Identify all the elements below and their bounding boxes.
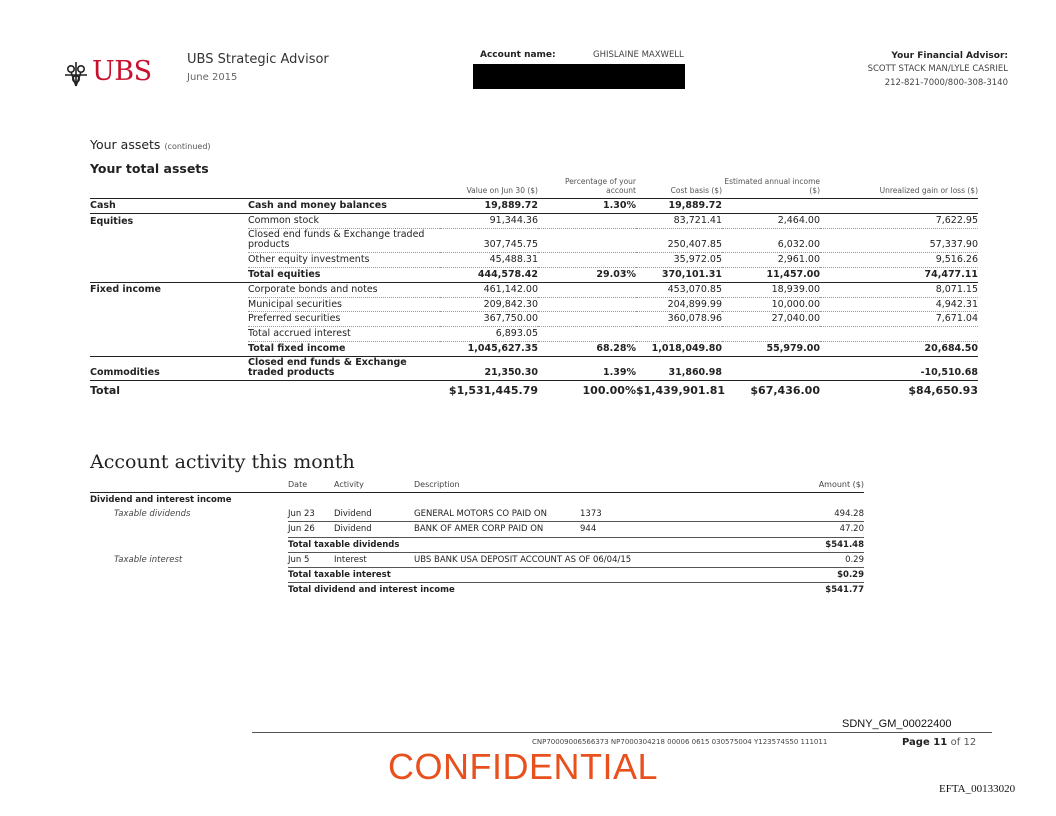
asset-pct	[538, 252, 636, 267]
asset-pct	[538, 312, 636, 327]
asset-value: 6,893.05	[440, 327, 538, 342]
efta-number: EFTA_00133020	[939, 783, 1016, 795]
asset-label: Preferred securities	[248, 312, 440, 327]
asset-value: 21,350.30	[440, 357, 538, 381]
asset-income: 18,939.00	[722, 282, 820, 297]
total-blank	[248, 380, 440, 398]
asset-cost: 31,860.98	[636, 357, 722, 381]
asset-group	[90, 297, 248, 312]
asset-income: 10,000.00	[722, 297, 820, 312]
activity-type: Interest	[334, 552, 414, 567]
assets-title-note: (continued)	[164, 142, 211, 151]
total-assets-table	[90, 178, 978, 399]
activity-description: BANK OF AMER CORP PAID ON	[414, 522, 580, 537]
table-row	[90, 282, 978, 297]
asset-label: Total equities	[248, 267, 440, 282]
grand-total-row	[90, 583, 864, 598]
footer-divider	[252, 732, 992, 733]
asset-group	[90, 312, 248, 327]
activity-section-row	[90, 493, 864, 508]
table-row	[90, 267, 978, 282]
activity-title: Account activity this month	[90, 451, 355, 473]
asset-gain: 8,071.15	[820, 282, 978, 297]
asset-group: Equities	[90, 215, 134, 227]
activity-type: Dividend	[334, 507, 414, 522]
advisor-label: Your Financial Advisor:	[891, 51, 1008, 61]
document-code: CNP70009006566373 NP7000304218 00006 0615 030575004 Y123574S50 111011	[532, 738, 828, 746]
taxable-interest-label: Taxable interest	[114, 554, 183, 565]
asset-gain: 7,671.04	[820, 312, 978, 327]
col-est-income: Estimated annual income ($)	[722, 178, 820, 199]
total-pct: 100.00%	[582, 383, 636, 397]
asset-label: Municipal securities	[248, 297, 440, 312]
activity-quantity: 944	[580, 522, 670, 537]
asset-income: 55,979.00	[722, 342, 820, 357]
total-gain: $84,650.93	[908, 383, 978, 397]
table-row	[90, 342, 978, 357]
asset-value: 307,745.75	[440, 229, 538, 253]
asset-cost: 19,889.72	[636, 199, 722, 214]
page-label: Page 11	[902, 737, 948, 748]
asset-group	[90, 267, 248, 282]
assets-header-blank	[90, 178, 248, 199]
asset-label: Cash and money balances	[248, 199, 440, 214]
activity-date: Jun 5	[288, 552, 334, 567]
asset-gain	[820, 199, 978, 214]
asset-cost: 360,078.96	[636, 312, 722, 327]
asset-value: 45,488.31	[440, 252, 538, 267]
asset-pct	[538, 282, 636, 297]
account-name-label: Account name:	[480, 50, 556, 60]
asset-income: 27,040.00	[722, 312, 820, 327]
col-date: Date	[288, 480, 334, 493]
statement-date: June 2015	[187, 72, 238, 83]
asset-label: Closed end funds & Exchange traded products	[248, 357, 440, 381]
assets-section-title	[90, 137, 211, 152]
confidential-stamp: CONFIDENTIAL	[388, 746, 659, 787]
asset-income: 11,457.00	[722, 267, 820, 282]
asset-label: Corporate bonds and notes	[248, 282, 440, 297]
col-percentage: Percentage of your account	[538, 178, 636, 199]
asset-cost: 204,899.99	[636, 297, 722, 312]
col-amount: Amount ($)	[670, 480, 864, 493]
total-income: $67,436.00	[750, 383, 820, 397]
col-value: Value on Jun 30 ($)	[440, 178, 538, 199]
asset-income: 2,464.00	[722, 214, 820, 229]
total-value: $1,531,445.79	[448, 383, 538, 397]
activity-type: Dividend	[334, 522, 414, 537]
asset-group	[90, 229, 248, 253]
asset-gain: 57,337.90	[820, 229, 978, 253]
asset-value: 461,142.00	[440, 282, 538, 297]
redaction-bar	[473, 64, 685, 89]
activity-blank	[90, 567, 288, 582]
activity-description: UBS BANK USA DEPOSIT ACCOUNT AS OF 06/04/15	[414, 552, 670, 567]
activity-amount: 47.20	[670, 522, 864, 537]
table-row	[90, 507, 864, 522]
page-number	[902, 737, 976, 748]
ubs-logo	[62, 58, 162, 90]
asset-gain: -10,510.68	[820, 357, 978, 381]
activity-amount: 0.29	[670, 552, 864, 567]
col-description: Description	[414, 480, 580, 493]
activity-section-label: Dividend and interest income	[90, 495, 232, 505]
asset-cost: 370,101.31	[636, 267, 722, 282]
asset-gain: 74,477.11	[820, 267, 978, 282]
total-interest-row	[90, 567, 864, 582]
asset-gain: 9,516.26	[820, 252, 978, 267]
asset-pct: 29.03%	[538, 267, 636, 282]
activity-description: GENERAL MOTORS CO PAID ON	[414, 507, 580, 522]
activity-blank	[90, 522, 288, 537]
assets-header-blank	[248, 178, 440, 199]
asset-income	[722, 357, 820, 381]
total-dividends-label: Total taxable dividends	[288, 537, 670, 552]
asset-income: 6,032.00	[722, 229, 820, 253]
total-dividends-amount: $541.48	[670, 537, 864, 552]
activity-blank	[90, 583, 288, 598]
asset-cost: 35,972.05	[636, 252, 722, 267]
asset-gain: 7,622.95	[820, 214, 978, 229]
advisor-phone: 212-821-7000/800-308-3140	[884, 78, 1008, 88]
activity-header-blank	[90, 480, 288, 493]
total-interest-amount: $0.29	[670, 567, 864, 582]
activity-header-row	[90, 480, 864, 493]
asset-pct	[538, 297, 636, 312]
asset-pct	[538, 229, 636, 253]
asset-cost	[636, 327, 722, 342]
asset-value: 1,045,627.35	[440, 342, 538, 357]
product-title: UBS Strategic Advisor	[187, 52, 329, 67]
page-of: of 12	[950, 737, 977, 748]
activity-header-blank	[580, 480, 670, 493]
taxable-dividends-label: Taxable dividends	[114, 509, 191, 520]
asset-group: Commodities	[90, 357, 248, 381]
asset-cost: 250,407.85	[636, 229, 722, 253]
table-row	[90, 552, 864, 567]
total-cost: $1,439,901.81	[636, 383, 726, 397]
asset-label: Other equity investments	[248, 252, 440, 267]
asset-pct: 1.30%	[538, 199, 636, 214]
asset-income: 2,961.00	[722, 252, 820, 267]
account-name: GHISLAINE MAXWELL	[593, 50, 684, 60]
asset-pct	[538, 214, 636, 229]
table-row	[90, 229, 978, 253]
grand-total-label: Total dividend and interest income	[288, 585, 455, 596]
table-row	[90, 214, 978, 229]
asset-gain: 4,942.31	[820, 297, 978, 312]
col-cost-basis: Cost basis ($)	[636, 178, 722, 199]
total-interest-label: Total taxable interest	[288, 567, 670, 582]
table-row	[90, 357, 978, 381]
asset-label: Common stock	[248, 214, 440, 229]
asset-value: 19,889.72	[440, 199, 538, 214]
grand-total-amount: $541.77	[825, 585, 864, 596]
asset-value: 91,344.36	[440, 214, 538, 229]
table-row	[90, 522, 864, 537]
col-unrealized: Unrealized gain or loss ($)	[820, 178, 978, 199]
total-assets-title: Your total assets	[90, 161, 209, 176]
asset-gain: 20,684.50	[820, 342, 978, 357]
asset-cost: 1,018,049.80	[636, 342, 722, 357]
asset-value: 444,578.42	[440, 267, 538, 282]
asset-pct	[538, 327, 636, 342]
asset-cost: 453,070.85	[636, 282, 722, 297]
total-label: Total	[90, 383, 121, 397]
asset-group: Cash	[90, 199, 248, 214]
assets-total-row	[90, 380, 978, 398]
activity-date: Jun 23	[288, 507, 334, 522]
asset-group	[90, 342, 248, 357]
ubs-keys-icon	[62, 60, 90, 88]
activity-date: Jun 26	[288, 522, 334, 537]
assets-header-row	[90, 178, 978, 199]
asset-value: 367,750.00	[440, 312, 538, 327]
table-row	[90, 297, 978, 312]
asset-group: Fixed income	[90, 284, 161, 296]
advisor-names: SCOTT STACK MAN/LYLE CASRIEL	[867, 64, 1008, 74]
total-dividends-row	[90, 537, 864, 552]
table-row	[90, 252, 978, 267]
asset-group	[90, 252, 248, 267]
asset-label: Total accrued interest	[248, 327, 440, 342]
asset-cost: 83,721.41	[636, 214, 722, 229]
asset-income	[722, 199, 820, 214]
ubs-logo-text: UBS	[92, 56, 152, 87]
table-row	[90, 327, 978, 342]
asset-gain	[820, 327, 978, 342]
activity-blank	[90, 537, 288, 552]
activity-table	[90, 480, 864, 597]
table-row	[90, 199, 978, 214]
asset-label: Closed end funds & Exchange traded products	[248, 229, 440, 253]
asset-group	[90, 327, 248, 342]
bates-number: SDNY_GM_00022400	[842, 718, 952, 730]
col-activity: Activity	[334, 480, 414, 493]
table-row	[90, 312, 978, 327]
asset-pct: 1.39%	[538, 357, 636, 381]
activity-quantity: 1373	[580, 507, 670, 522]
asset-income	[722, 327, 820, 342]
asset-value: 209,842.30	[440, 297, 538, 312]
asset-label: Total fixed income	[248, 342, 440, 357]
asset-pct: 68.28%	[538, 342, 636, 357]
activity-amount: 494.28	[670, 507, 864, 522]
assets-title-text: Your assets	[90, 137, 161, 152]
